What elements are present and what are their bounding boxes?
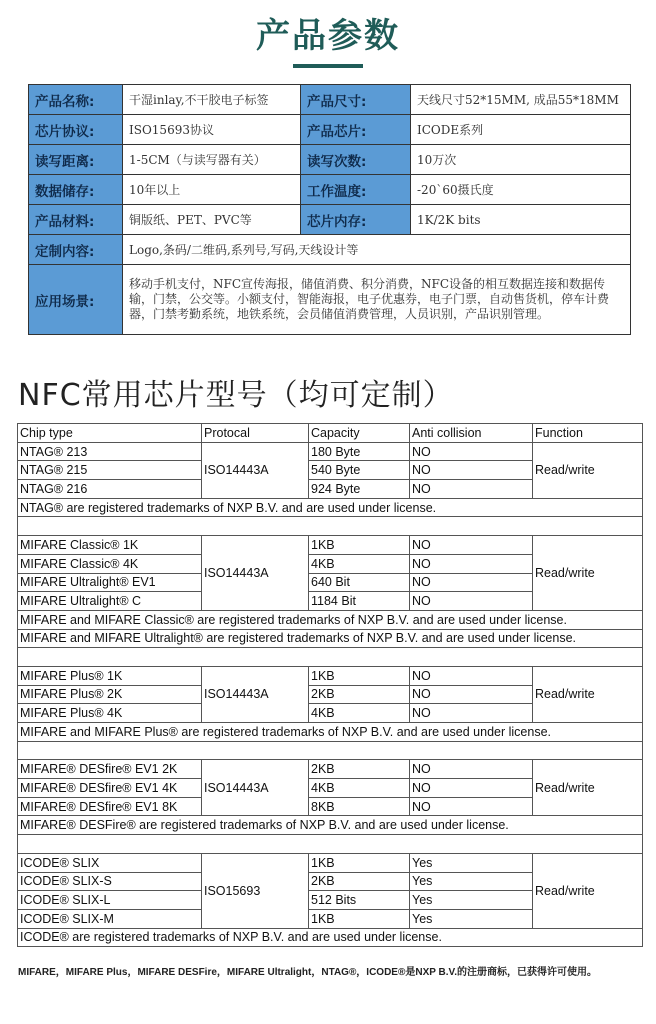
- trademark-note-row: [18, 816, 643, 835]
- capacity-cell: 4KB: [309, 554, 410, 573]
- param-label: 应用场景:: [29, 265, 123, 335]
- param-value: 天线尺寸52*15MM, 成品55*18MM: [411, 85, 631, 115]
- param-row: [29, 85, 631, 115]
- param-label: 数据储存:: [29, 175, 123, 205]
- param-value: -20`60摄氏度: [411, 175, 631, 205]
- trademark-note-row: [18, 928, 643, 947]
- anti-collision-cell: NO: [410, 461, 533, 480]
- param-value: 10万次: [411, 145, 631, 175]
- param-label: 芯片内存:: [301, 205, 411, 235]
- nfc-chips-title: NFC常用芯片型号（均可定制）: [18, 378, 454, 413]
- capacity-cell: 2KB: [309, 685, 410, 704]
- spacer-row: [18, 741, 643, 760]
- chip-type-cell: ICODE® SLIX: [18, 853, 202, 872]
- param-value: 1-5CM（与读写器有关）: [123, 145, 301, 175]
- product-params-table: [28, 84, 631, 335]
- capacity-cell: 512 Bits: [309, 891, 410, 910]
- param-value: 10年以上: [123, 175, 301, 205]
- column-header: Chip type: [18, 424, 202, 443]
- page-title: 产品参数: [256, 16, 400, 56]
- param-row: [29, 175, 631, 205]
- table-header-row: [18, 424, 643, 443]
- column-header: Anti collision: [410, 424, 533, 443]
- column-header: Protocal: [202, 424, 309, 443]
- chip-type-cell: NTAG® 216: [18, 480, 202, 499]
- capacity-cell: 4KB: [309, 779, 410, 798]
- trademark-note-row: [18, 629, 643, 648]
- table-row: [18, 536, 643, 555]
- spacer-row: [18, 517, 643, 536]
- anti-collision-cell: NO: [410, 797, 533, 816]
- protocol-cell: ISO14443A: [202, 536, 309, 611]
- param-label: 定制内容:: [29, 235, 123, 265]
- anti-collision-cell: NO: [410, 480, 533, 499]
- anti-collision-cell: Yes: [410, 853, 533, 872]
- param-label: 产品名称:: [29, 85, 123, 115]
- param-row-custom: [29, 235, 631, 265]
- column-header: Capacity: [309, 424, 410, 443]
- capacity-cell: 1KB: [309, 853, 410, 872]
- capacity-cell: 2KB: [309, 872, 410, 891]
- table-row: [18, 760, 643, 779]
- spacer-row: [18, 835, 643, 854]
- param-label: 产品芯片:: [301, 115, 411, 145]
- function-cell: Read/write: [533, 536, 643, 611]
- function-cell: Read/write: [533, 666, 643, 722]
- capacity-cell: 924 Byte: [309, 480, 410, 499]
- param-value: 铜版纸、PET、PVC等: [123, 205, 301, 235]
- trademark-note: MIFARE® DESFire® are registered trademarks of NXP B.V. and are used under license.: [18, 816, 643, 835]
- protocol-cell: ISO15693: [202, 853, 309, 928]
- trademark-note-row: [18, 498, 643, 517]
- param-label: 读写次数:: [301, 145, 411, 175]
- chip-type-cell: ICODE® SLIX-S: [18, 872, 202, 891]
- protocol-cell: ISO14443A: [202, 442, 309, 498]
- spacer-cell: [18, 741, 643, 760]
- param-value: ISO15693协议: [123, 115, 301, 145]
- anti-collision-cell: Yes: [410, 909, 533, 928]
- anti-collision-cell: NO: [410, 779, 533, 798]
- spacer-row: [18, 648, 643, 667]
- capacity-cell: 1KB: [309, 536, 410, 555]
- param-row-scene: [29, 265, 631, 335]
- capacity-cell: 8KB: [309, 797, 410, 816]
- chip-type-cell: MIFARE® DESfire® EV1 4K: [18, 779, 202, 798]
- param-value: 1K/2K bits: [411, 205, 631, 235]
- capacity-cell: 1KB: [309, 666, 410, 685]
- chip-type-cell: MIFARE Classic® 4K: [18, 554, 202, 573]
- anti-collision-cell: NO: [410, 554, 533, 573]
- column-header: Function: [533, 424, 643, 443]
- capacity-cell: 2KB: [309, 760, 410, 779]
- param-value: Logo,条码/二维码,系列号,写码,天线设计等: [123, 235, 631, 265]
- chip-type-cell: MIFARE Plus® 4K: [18, 704, 202, 723]
- anti-collision-cell: NO: [410, 666, 533, 685]
- anti-collision-cell: Yes: [410, 872, 533, 891]
- anti-collision-cell: NO: [410, 536, 533, 555]
- chip-type-cell: MIFARE® DESfire® EV1 8K: [18, 797, 202, 816]
- anti-collision-cell: NO: [410, 760, 533, 779]
- nfc-chip-table: [17, 423, 643, 947]
- trademark-note: MIFARE and MIFARE Plus® are registered trademarks of NXP B.V. and are used under license.: [18, 723, 643, 742]
- param-label: 产品尺寸:: [301, 85, 411, 115]
- table-row: [18, 853, 643, 872]
- function-cell: Read/write: [533, 853, 643, 928]
- param-value: 干湿inlay,不干胶电子标签: [123, 85, 301, 115]
- trademark-note: MIFARE and MIFARE Ultralight® are registered trademarks of NXP B.V. and are used under license.: [18, 629, 643, 648]
- chip-type-cell: MIFARE® DESfire® EV1 2K: [18, 760, 202, 779]
- protocol-cell: ISO14443A: [202, 760, 309, 816]
- anti-collision-cell: NO: [410, 685, 533, 704]
- capacity-cell: 640 Bit: [309, 573, 410, 592]
- table-row: [18, 442, 643, 461]
- param-row: [29, 115, 631, 145]
- param-value: ICODE系列: [411, 115, 631, 145]
- function-cell: Read/write: [533, 442, 643, 498]
- trademark-note: NTAG® are registered trademarks of NXP B.V. and are used under license.: [18, 498, 643, 517]
- param-label: 芯片协议:: [29, 115, 123, 145]
- title-underline: [293, 64, 363, 68]
- chip-type-cell: MIFARE Plus® 2K: [18, 685, 202, 704]
- table-row: [18, 666, 643, 685]
- chip-type-cell: ICODE® SLIX-M: [18, 909, 202, 928]
- chip-type-cell: MIFARE Ultralight® C: [18, 592, 202, 611]
- param-row: [29, 205, 631, 235]
- chip-type-cell: ICODE® SLIX-L: [18, 891, 202, 910]
- capacity-cell: 4KB: [309, 704, 410, 723]
- spacer-cell: [18, 648, 643, 667]
- chip-type-cell: NTAG® 213: [18, 442, 202, 461]
- param-label: 读写距离:: [29, 145, 123, 175]
- spacer-cell: [18, 835, 643, 854]
- protocol-cell: ISO14443A: [202, 666, 309, 722]
- anti-collision-cell: NO: [410, 704, 533, 723]
- param-label: 工作温度:: [301, 175, 411, 205]
- spacer-cell: [18, 517, 643, 536]
- trademark-note: ICODE® are registered trademarks of NXP B.V. and are used under license.: [18, 928, 643, 947]
- capacity-cell: 180 Byte: [309, 442, 410, 461]
- trademark-note-row: [18, 610, 643, 629]
- trademark-note-row: [18, 723, 643, 742]
- function-cell: Read/write: [533, 760, 643, 816]
- chip-type-cell: NTAG® 215: [18, 461, 202, 480]
- chip-type-cell: MIFARE Plus® 1K: [18, 666, 202, 685]
- capacity-cell: 1184 Bit: [309, 592, 410, 611]
- anti-collision-cell: NO: [410, 592, 533, 611]
- anti-collision-cell: Yes: [410, 891, 533, 910]
- trademark-note: MIFARE and MIFARE Classic® are registered trademarks of NXP B.V. and are used under license.: [18, 610, 643, 629]
- param-row: [29, 145, 631, 175]
- capacity-cell: 540 Byte: [309, 461, 410, 480]
- capacity-cell: 1KB: [309, 909, 410, 928]
- chip-type-cell: MIFARE Classic® 1K: [18, 536, 202, 555]
- chip-type-cell: MIFARE Ultralight® EV1: [18, 573, 202, 592]
- param-label: 产品材料:: [29, 205, 123, 235]
- param-value: 移动手机支付，NFC宣传海报，储值消费、积分消费，NFC设备的相互数据连接和数据传输，门禁，公交等。小额支付，智能海报，电子优惠券，电子门票，自动售货机，停车计费器，门禁考勤系统，地铁系统，会员储值消费管理，人员识别，产品识别管理。: [123, 265, 631, 335]
- anti-collision-cell: NO: [410, 442, 533, 461]
- anti-collision-cell: NO: [410, 573, 533, 592]
- trademark-footer: MIFARE，MIFARE Plus，MIFARE DESFire，MIFARE Ultralight，NTAG®，ICODE®是NXP B.V.的注册商标，已获得许可使用。: [18, 967, 598, 978]
